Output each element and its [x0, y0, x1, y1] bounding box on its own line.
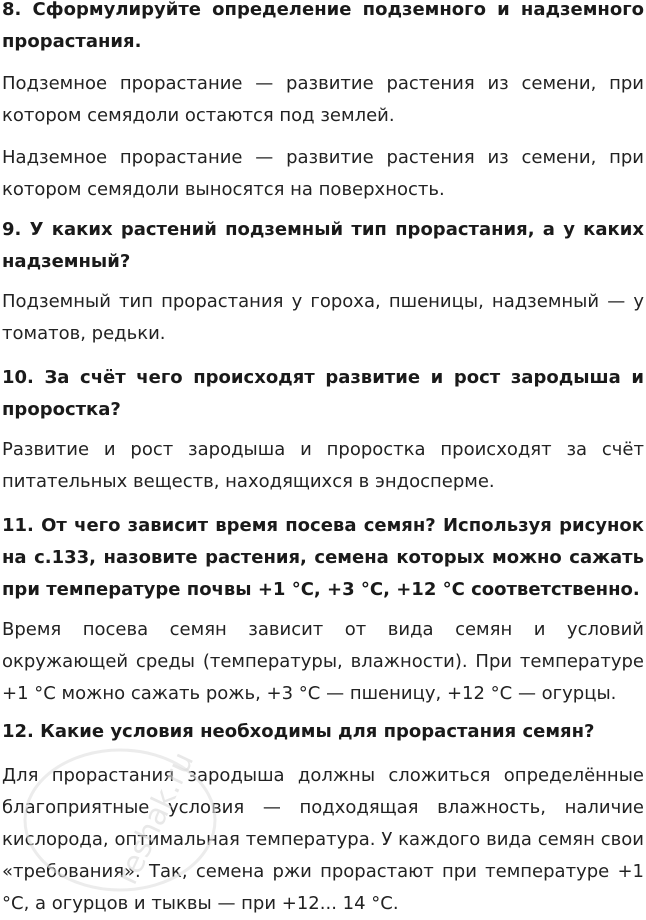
question-12: 12. Какие условия необходимы для прорастания семян?: [2, 721, 595, 742]
answer-12-1: Для прорастания зародыша должны сложиться определённые благоприятные условия — подходящая влажность, наличие кислорода, оптимальная температура. У каждого вида семян свои «требования». Так, семена ржи прорастают при температуре +1 °С, а огурцов и тыквы — при +12... 14 °С.: [2, 765, 644, 914]
question-9: 9. У каких растений подземный тип прорастания, а у каких надземный?: [2, 219, 644, 272]
answer-9-1: Подземный тип прорастания у гороха, пшеницы, надземный — у томатов, редьки.: [2, 291, 644, 344]
question-11: 11. От чего зависит время посева семян? Используя рисунок на с.133, назовите растения, семена которых можно сажать при температуре почвы +1 °С, +3 °С, +12 °С соответственно.: [2, 515, 644, 600]
answer-10-1: Развитие и рост зародыша и проростка происходят за счёт питательных веществ, находящихся в эндосперме.: [2, 439, 644, 492]
question-10: 10. За счёт чего происходят развитие и рост зародыша и проростка?: [2, 367, 644, 420]
answer-11-1: Время посева семян зависит от вида семян и условий окружающей среды (температуры, влажности). При температуре +1 °С можно сажать рожь, +3 °С — пшеницу, +12 °С — огурцы.: [2, 619, 644, 704]
question-8: 8. Сформулируйте определение подземного и надземного прорастания.: [2, 0, 644, 52]
answer-8-1: Подземное прорастание — развитие растения из семени, при котором семядоли остаются под землей.: [2, 73, 644, 126]
watermark-text: reshak.ru: [109, 746, 202, 890]
answer-8-2: Надземное прорастание — развитие растения из семени, при котором семядоли выносятся на поверхность.: [2, 147, 644, 200]
